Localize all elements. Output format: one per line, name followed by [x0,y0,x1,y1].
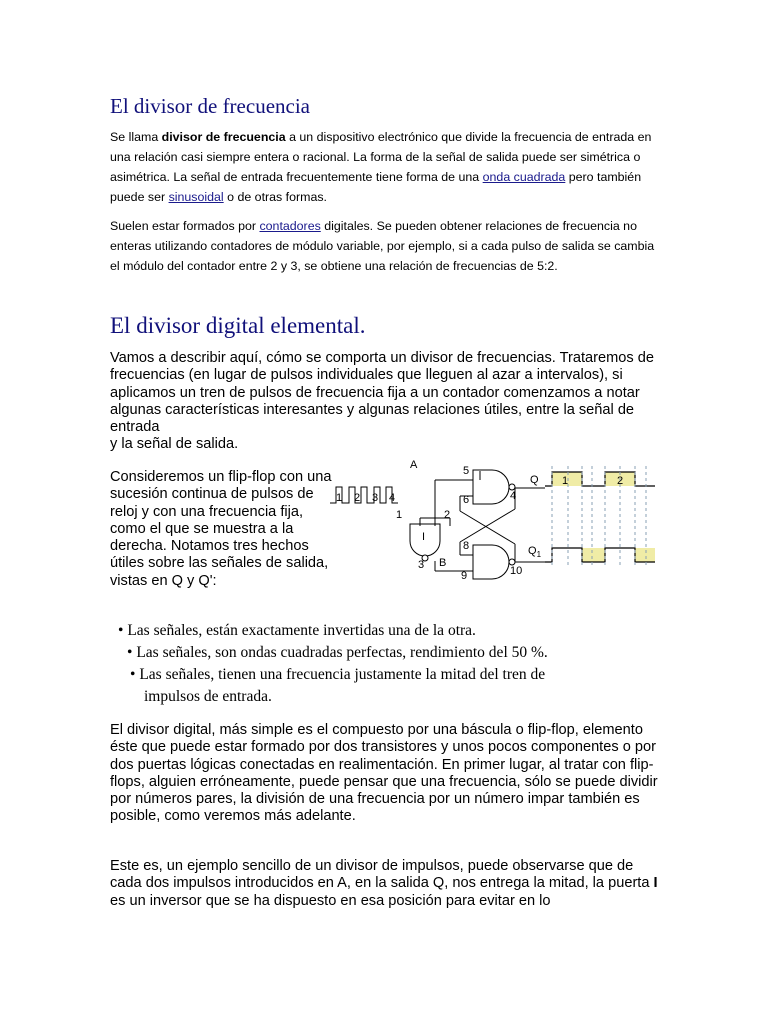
flipflop-paragraph: Consideremos un flip-flop con una sucesión continua de pulsos de reloj y con una frecuencia fija, como el que se muestra a la derecha. Notamos tres hechos útiles sobre las señales de salida, vistas en Q y Q': [110,469,332,589]
label-q: Q [530,474,539,486]
text: es un inversor que se ha dispuesto en esa posición para evitar en lo [110,892,551,909]
bold-term: I [653,875,658,892]
list-item: • Las señales, están exactamente invertidas una de la otra. [118,622,476,639]
intro-paragraph-1 [110,127,655,207]
link-onda-cuadrada[interactable]: onda cuadrada [482,170,566,184]
pin-label: 4 [510,490,517,502]
label-q1: $Q_1$ [528,545,542,559]
link-sinusoidal[interactable]: sinusoidal [168,190,224,204]
text: Suelen estar formados por [110,219,260,233]
text: a un dispositivo electrónico que divide la frecuencia de entrada en una relación casi siempre entera o racional. La forma de la señal de salida puede ser simétrica o asimétrica. La señal de entrada frecuentemente tiene forma de una [110,130,652,184]
bullet-icon: • [130,666,136,683]
page-title: El divisor de frecuencia [110,94,310,118]
pin-label: 5 [463,465,470,477]
link-contadores[interactable]: contadores [259,219,321,233]
text: o de otras formas. [223,190,327,204]
bullet-icon: • [118,622,124,639]
pin-label: 3 [418,559,425,571]
pulse-label: 3 [372,492,379,504]
list-item: • Las señales, son ondas cuadradas perfectas, rendimiento del 50 %. [127,644,548,661]
bold-term: divisor de frecuencia [161,130,286,144]
text: digitales. Se pueden obtener relaciones de frecuencia no enteras utilizando contadores de módulo variable, por ejemplo, si a cada pulso de salida se cambia el módulo del contador entre 2 y 3, se obtiene una relación de frecuencias de 5:2. [110,219,655,273]
flipflop-circuit-figure [330,456,660,586]
description-paragraph: Vamos a describir aquí, cómo se comporta un divisor de frecuencias. Trataremos de frecuencias (en lugar de pulsos individuales que lleguen al azar a intervalos), si aplicamos un tren de pulsos de frecuencia fija a un contador comenzamos a notar algunas características interesantes y algunas relaciones útiles, entre la señal de entrada [110,350,655,436]
pulse-label: 4 [389,492,396,504]
body-paragraph-3: El divisor digital, más simple es el compuesto por una báscula o flip-flop, elemento éste que puede estar formado por dos transistores y unos pocos componentes o por dos puertas lógicas conectadas en realimentación. En primer lugar, al tratar con flip-flops, alguien erróneamente, puede pensar que una frecuencia, sólo se puede dividir por números pares, la división de una frecuencia por un número impar también es posible, como veremos más adelante. [110,722,658,825]
output-pulse-label: 2 [617,475,624,487]
text: pero también puede ser [110,170,642,204]
output-pulse-label: 1 [562,475,569,487]
pin-label: 6 [463,494,470,506]
label-i: I [422,531,426,543]
intro-paragraph-2 [110,216,655,276]
nand-gate-top [473,470,509,504]
pulse-label: 1 [336,492,343,504]
label-a: A [410,459,418,471]
text: Se llama [110,130,162,144]
body-paragraph-4 [110,858,665,910]
facts-list [110,620,630,708]
nand-gate-bottom [473,545,509,579]
section-title: El divisor digital elemental. [110,313,366,338]
pin-label: 10 [510,565,523,577]
circuit-diagram [330,456,660,586]
label-b: B [439,557,447,569]
pin-label: 8 [463,540,470,552]
pin-label: 9 [461,570,468,582]
pulse-label: 2 [354,492,361,504]
description-continuation: y la señal de salida. [110,436,239,452]
pin-label: 2 [444,509,451,521]
list-item: • Las señales, tienen una frecuencia justamente la mitad del tren de impulsos de entrada. [130,666,546,705]
text: Este es, un ejemplo sencillo de un divisor de impulsos, puede observarse que de cada dos impulsos introducidos en A, en la salida Q, nos entrega la mitad, la puerta [110,858,654,892]
pin-label: 1 [396,509,403,521]
circuit-wires [420,471,545,571]
bullet-icon: • [127,644,133,661]
